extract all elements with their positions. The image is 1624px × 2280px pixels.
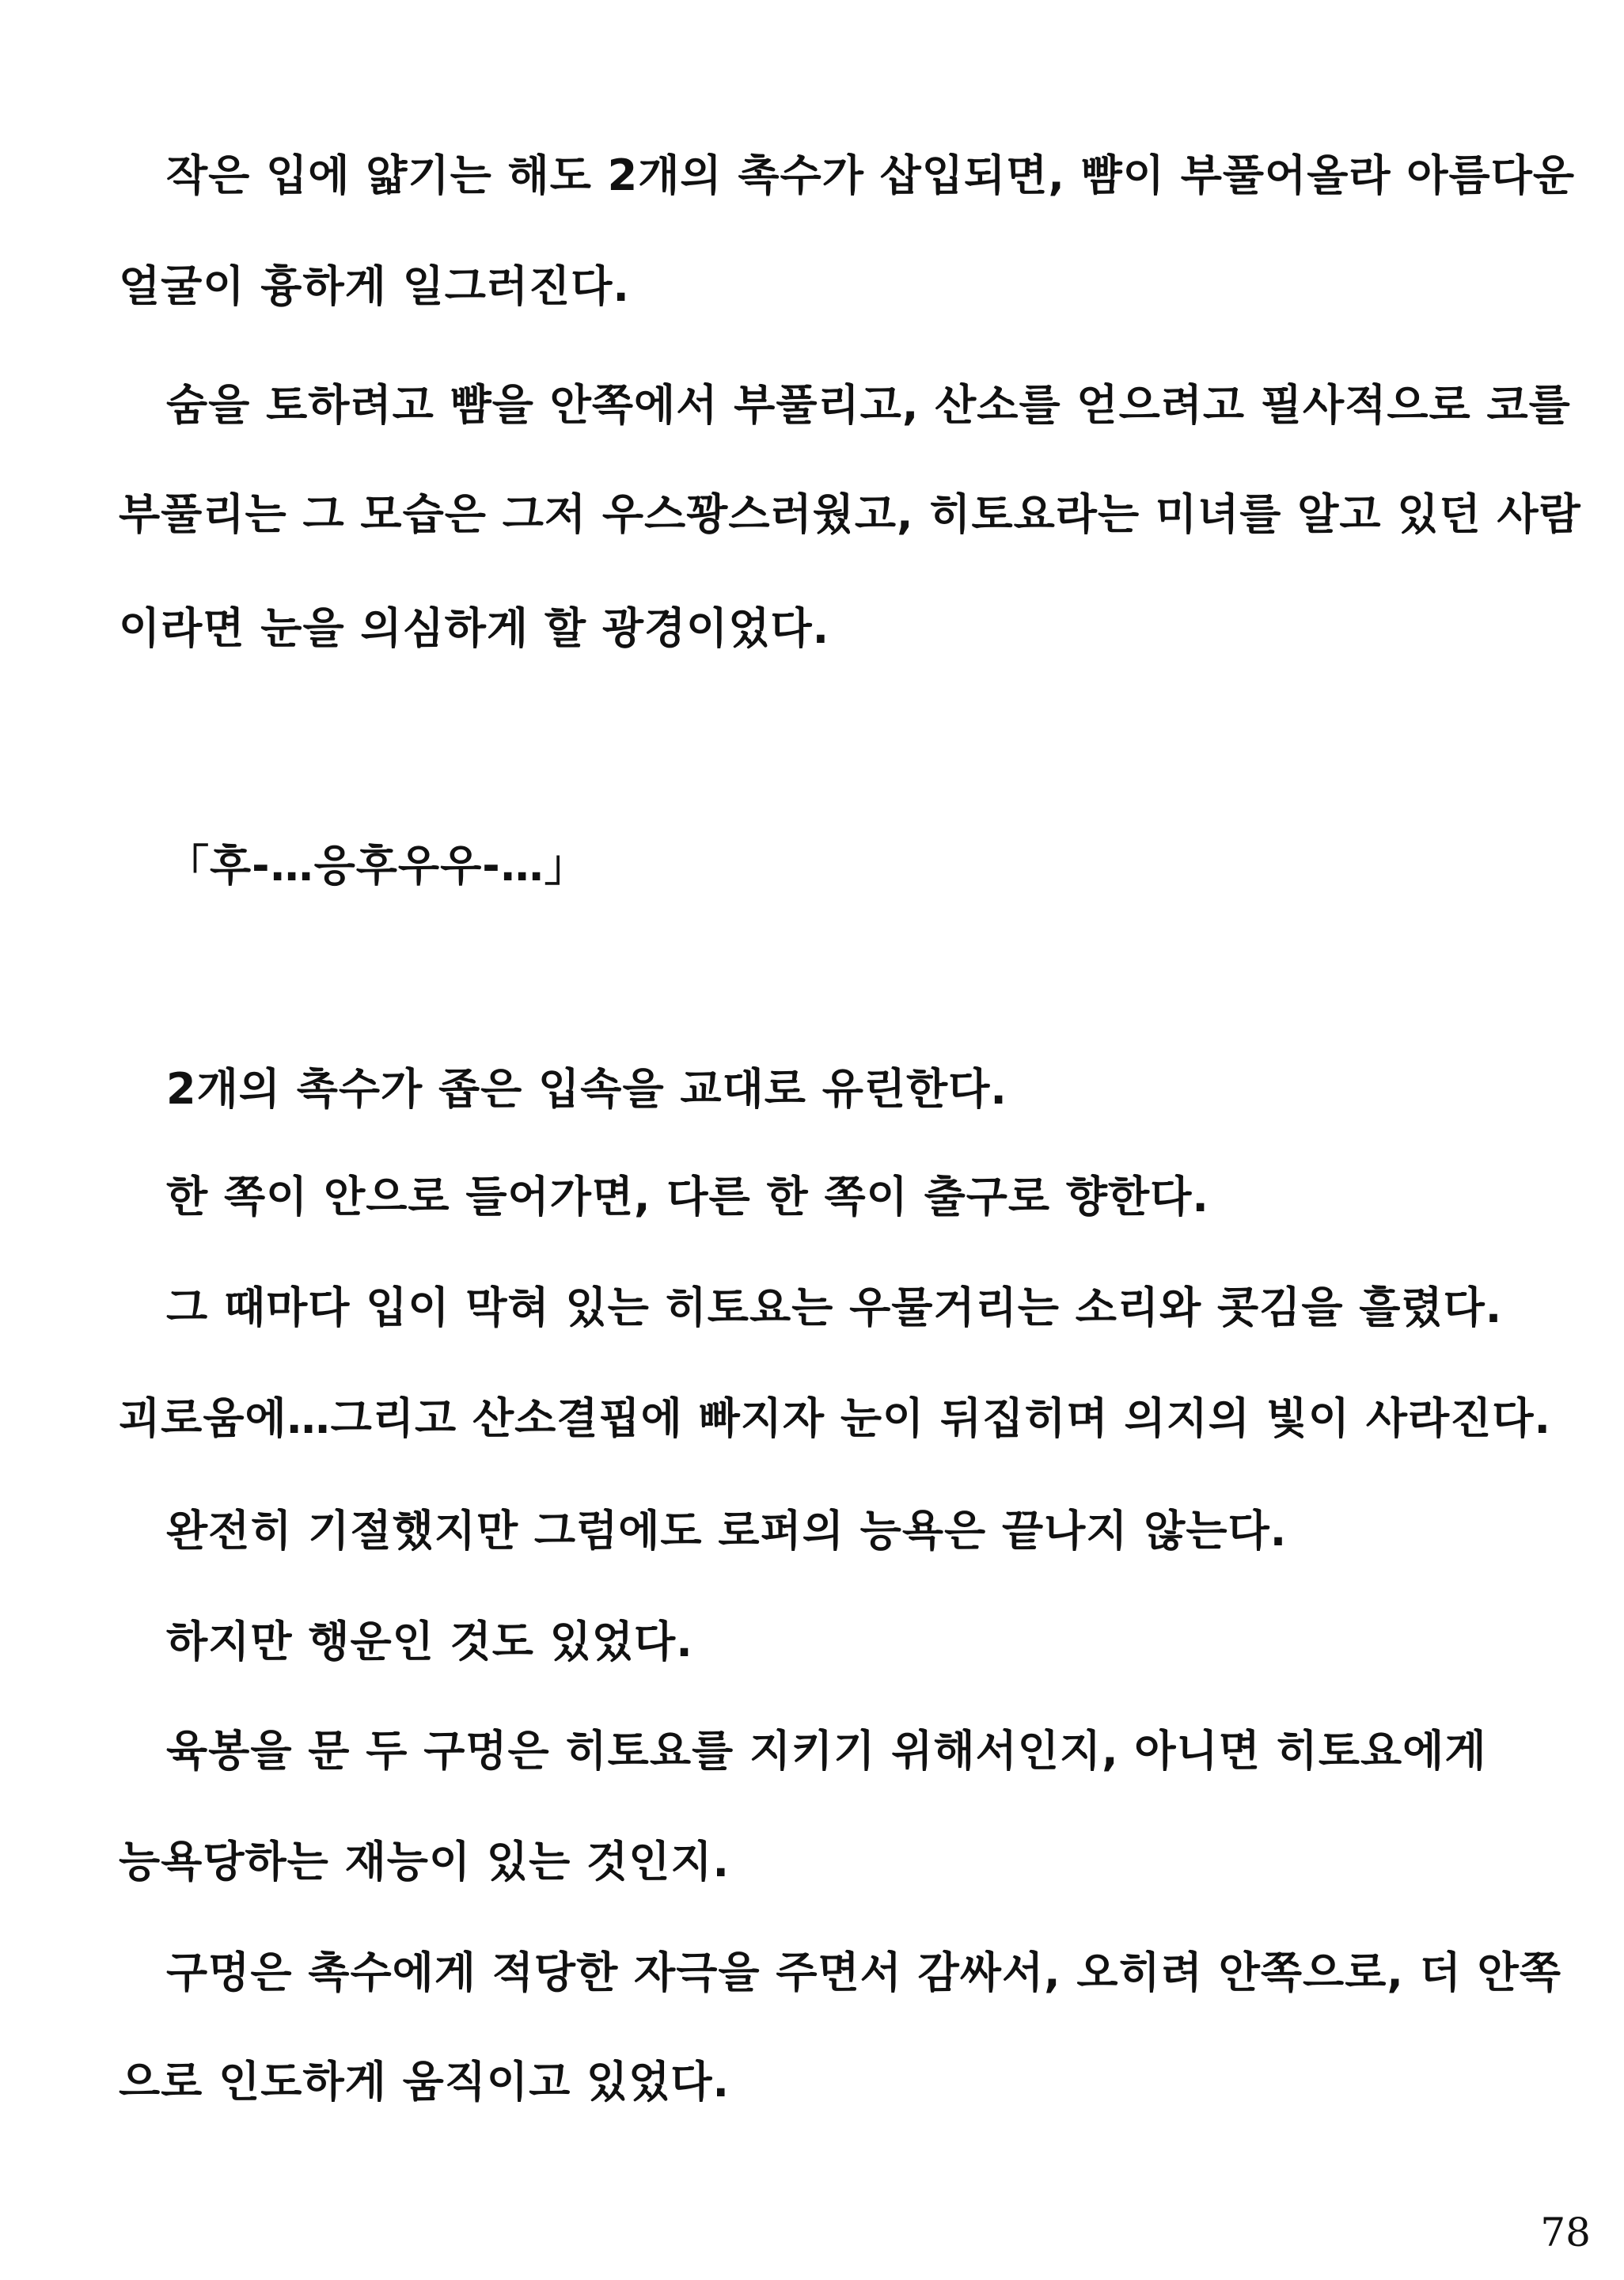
text-line: 작은 입에 얇기는 해도 2개의 촉수가 삽입되면, 뺨이 부풀어올라 아름다운	[166, 150, 1576, 200]
text-line: 2개의 촉수가 좁은 입속을 교대로 유린한다.	[166, 1064, 1007, 1114]
text-line: 이라면 눈을 의심하게 할 광경이었다.	[119, 603, 830, 653]
text-line: 으로 인도하게 움직이고 있었다.	[119, 2057, 730, 2107]
text-line: 구멍은 촉수에게 적당한 자극을 주면서 감싸서, 오히려 안쪽으로, 더 안쪽	[166, 1948, 1561, 1997]
text-line: 한 쪽이 안으로 들어가면, 다른 한 쪽이 출구로 향한다.	[166, 1172, 1209, 1222]
text-line: 얼굴이 흉하게 일그러진다.	[119, 261, 630, 311]
text-line: 그 때마다 입이 막혀 있는 히토요는 우물거리는 소리와 콧김을 흘렸다.	[166, 1282, 1503, 1332]
dialogue-line: 「후-…응후우우-…」	[166, 841, 588, 891]
text-line: 괴로움에…그리고 산소결핍에 빠지자 눈이 뒤집히며 의지의 빛이 사라진다.	[119, 1393, 1552, 1443]
page-number: 78	[1540, 2210, 1591, 2255]
text-line: 완전히 기절했지만 그럼에도 로퍼의 능욕은 끝나지 않는다.	[166, 1506, 1288, 1556]
text-line: 부풀리는 그 모습은 그저 우스꽝스러웠고, 히토요라는 미녀를 알고 있던 사람	[119, 489, 1581, 539]
text-line: 하지만 행운인 것도 있었다.	[166, 1617, 693, 1666]
text-line: 숨을 토하려고 뺨을 안쪽에서 부풀리고, 산소를 얻으려고 필사적으로 코를	[166, 380, 1571, 430]
text-line: 능욕당하는 재능이 있는 것인지.	[119, 1837, 730, 1887]
text-line: 육봉을 문 두 구멍은 히토요를 지키기 위해서인지, 아니면 히토요에게	[166, 1726, 1487, 1776]
